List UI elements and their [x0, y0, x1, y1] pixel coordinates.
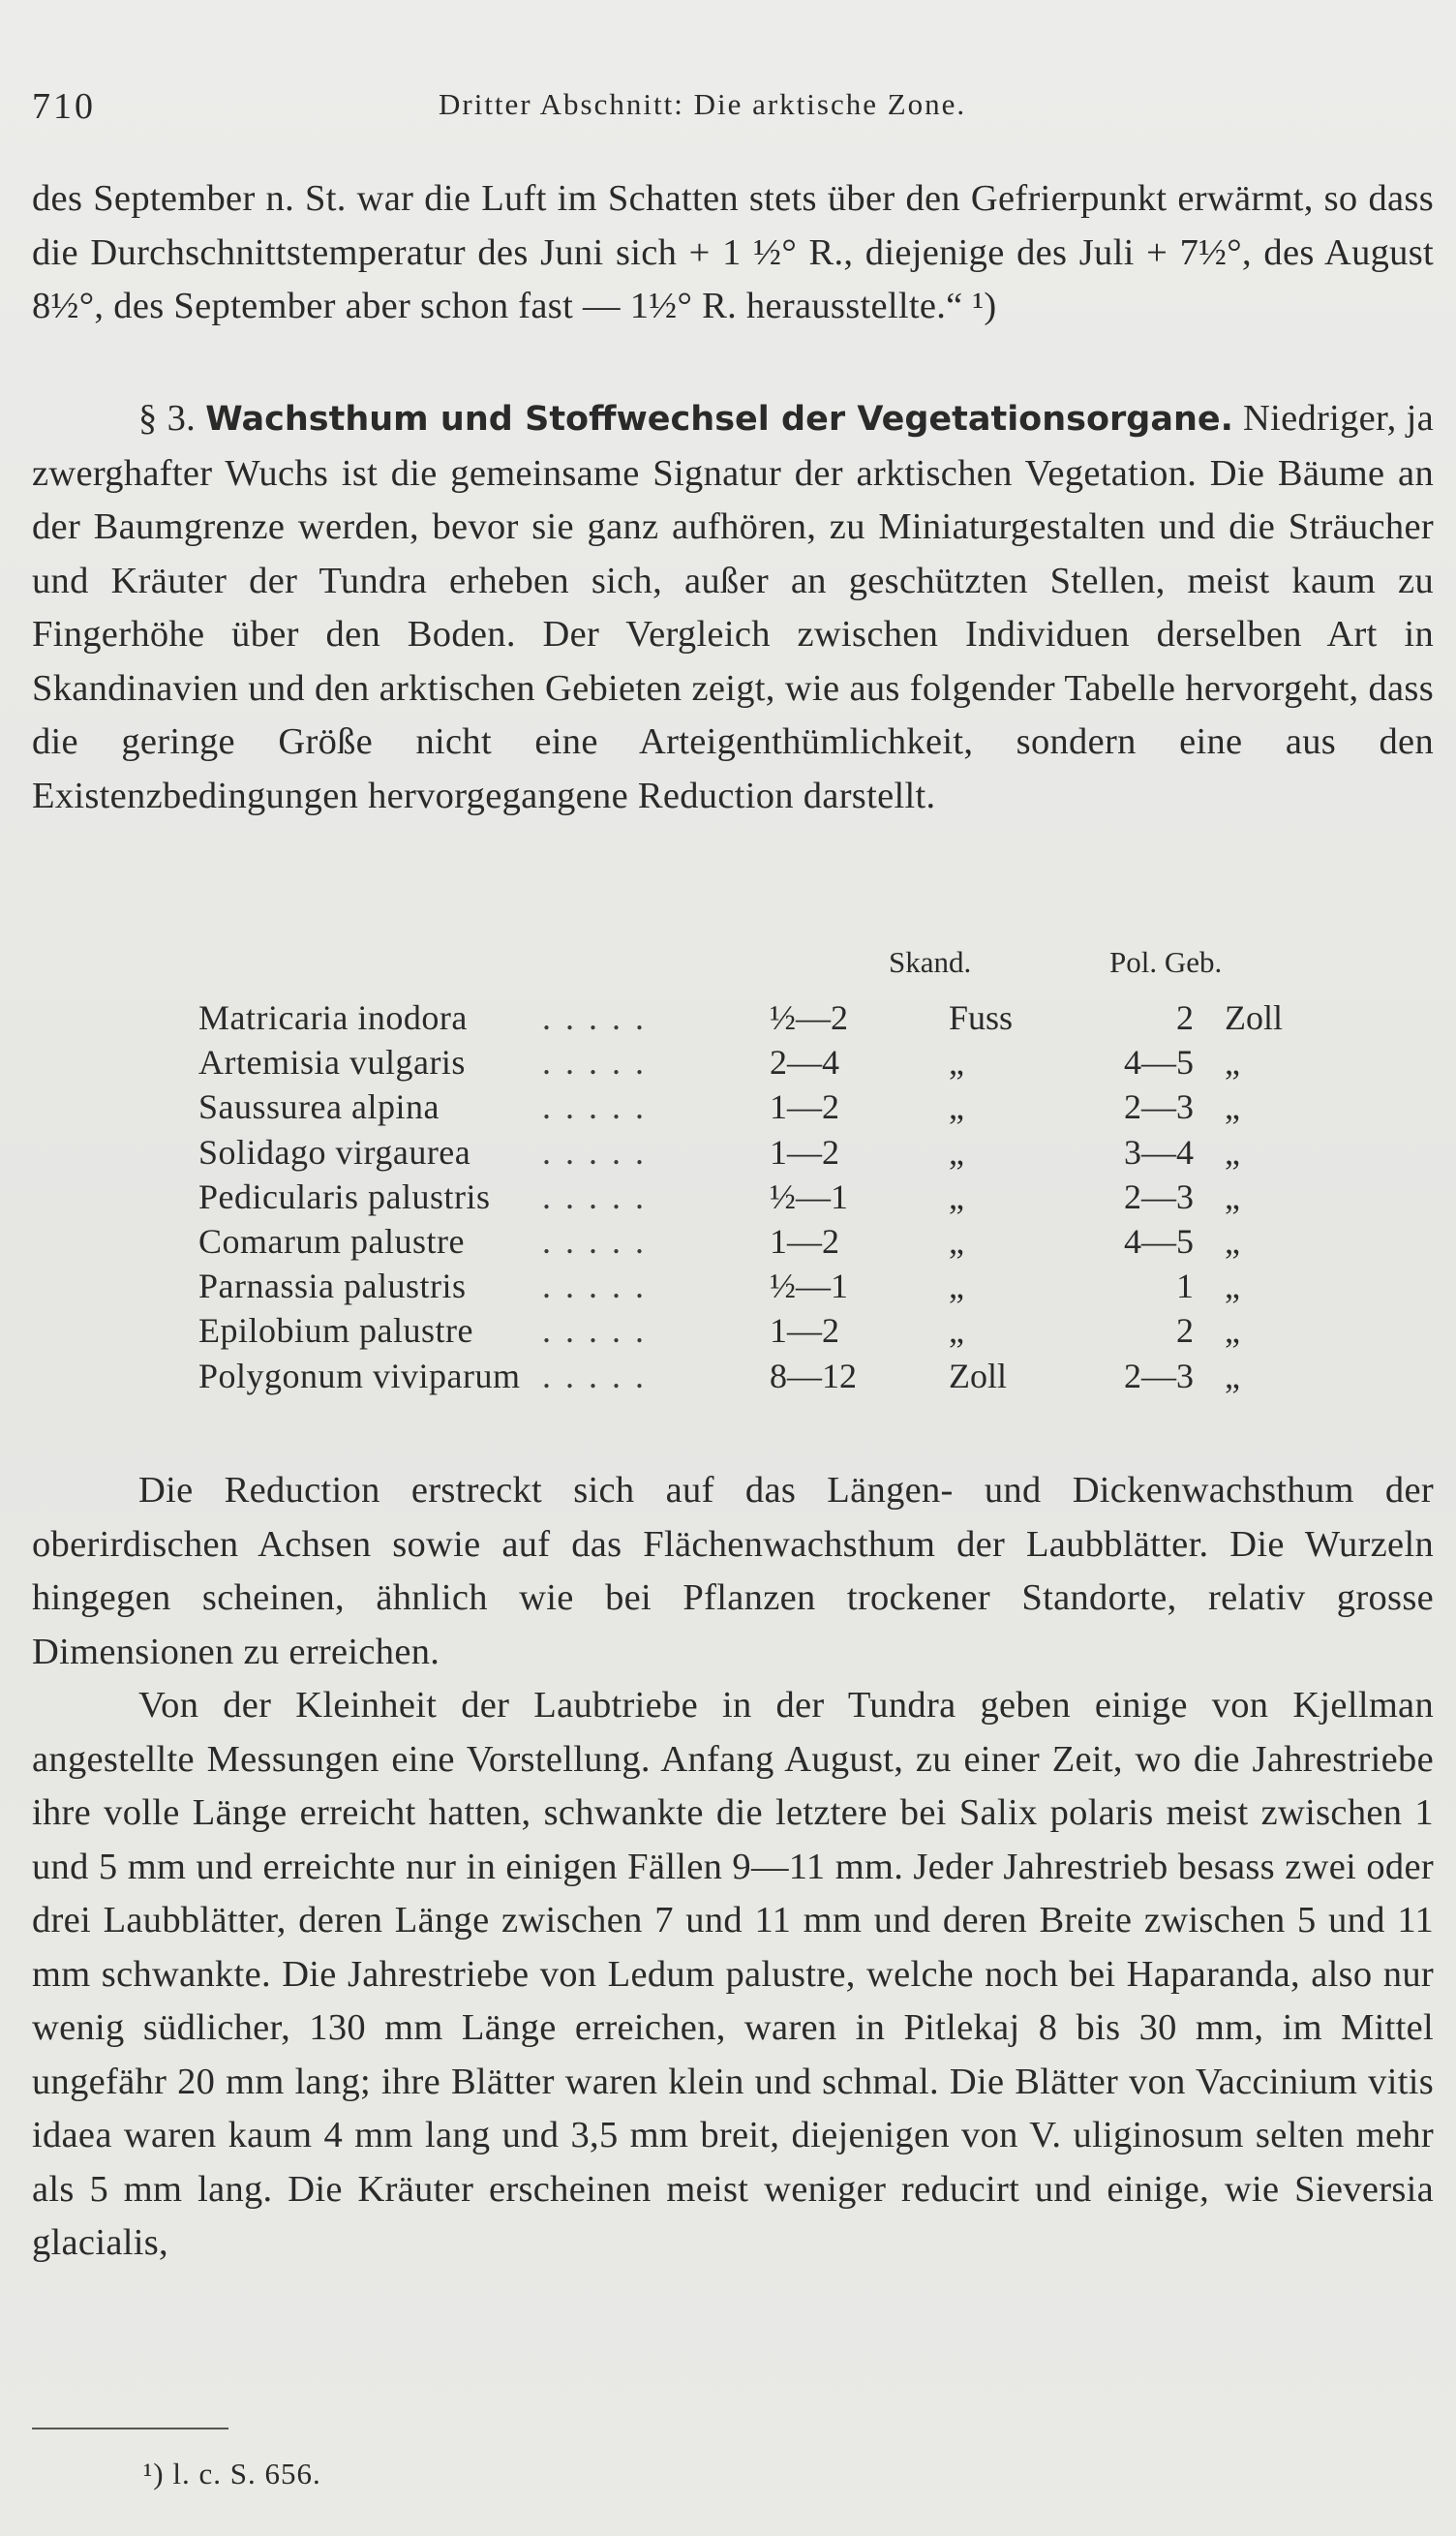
skand-value: 1—2 — [770, 1132, 839, 1172]
leader-dots: ..... — [542, 1132, 658, 1172]
section-text: Niedriger, ja zwerghafter Wuchs ist die gemeinsame Signatur der arktischen Vegetation. Die Bäume an der Baumgrenze werden, bevor sie ganz aufhören, zu Miniaturgestalten und die Sträucher und Kräuter der Tundra erheben sich, außer an geschützten Stellen, meist kaum zu Fingerhöhe über den Boden. Der Vergleich zwischen Individuen derselben Art in Skandinavien und den arktischen Gebieten zeigt, wie aus folgender Tabelle hervorgeht, dass die geringe Größe nicht eine Arteigenthümlichkeit, sondern eine aus den Existenzbedingungen hervorgegangene Reduction darstellt. — [32, 398, 1434, 816]
skand-unit: „ — [949, 1087, 964, 1127]
pol-value: 2 — [1176, 998, 1194, 1037]
section-number: § 3. — [138, 398, 197, 439]
skand-unit: „ — [949, 1132, 964, 1172]
pol-unit: „ — [1225, 1221, 1240, 1261]
pol-value: 4—5 — [1124, 1221, 1194, 1261]
table-header — [0, 945, 1456, 992]
pol-unit: „ — [1225, 1087, 1240, 1127]
table-row — [198, 1132, 1292, 1176]
paragraph: Von der Kleinheit der Laubtriebe in der Tundra geben einige von Kjellman angestellte Messungen eine Vorstellung. Anfang August, zu einer Zeit, wo die Jahrestriebe ihre volle Länge erreicht hatten, schwankte die letztere bei Salix polaris meist zwischen 1 und 5 mm und erreichte nur in einigen Fällen 9—11 mm. Jeder Jahrestrieb besass zwei oder drei Laubblätter, deren Länge zwischen 7 und 11 mm und deren Breite zwischen 5 und 11 mm schwankte. Die Jahrestriebe von Ledum palustre, welche noch bei Haparanda, also nur wenig südlicher, 130 mm Länge erreichen, waren in Pitlekaj 8 bis 30 mm, im Mittel ungefähr 20 mm lang; ihre Blätter waren klein und schmal. Die Blätter von Vaccinium vitis idaea waren kaum 4 mm lang und 3,5 mm breit, diejenigen von V. uliginosum selten mehr als 5 mm lang. Die Kräuter erscheinen meist weniger reducirt und einige, wie Sieversia glacialis, — [32, 1685, 1434, 2263]
table-row — [198, 1356, 1292, 1400]
section-heading: Wachsthum und Stoffwechsel der Vegetationsorgane. — [205, 400, 1233, 439]
skand-value: 1—2 — [770, 1087, 839, 1127]
leader-dots: ..... — [542, 1176, 658, 1216]
table-row — [198, 1042, 1292, 1086]
pol-value: 2 — [1176, 1311, 1194, 1351]
leader-dots: ..... — [542, 1356, 658, 1395]
leader-dots: ..... — [542, 1221, 658, 1261]
leader-dots: ..... — [542, 1311, 658, 1351]
pol-unit: Zoll — [1225, 998, 1283, 1037]
paragraph-continuation: des September n. St. war die Luft im Schatten stets über den Gefrierpunkt erwärmt, so dass die Durchschnittstemperatur des Juni sich + 1 ½° R., diejenige des Juli + 7½°, des August 8½°, des September aber schon fast — 1½° R. herausstellte.“ ¹) — [32, 178, 1434, 326]
skand-unit: „ — [949, 1267, 964, 1306]
skand-unit: Fuss — [949, 998, 1014, 1037]
leader-dots: ..... — [542, 1043, 658, 1083]
species-name: Saussurea alpina — [198, 1087, 440, 1127]
skand-value: 1—2 — [770, 1221, 839, 1261]
paragraph: Die Reduction erstreckt sich auf das Längen- und Dickenwachsthum der oberirdischen Achsen sowie auf das Flächenwachsthum der Laubblätter. Die Wurzeln hingegen scheinen, ähnlich wie bei Pflanzen trockener Standorte, relativ grosse Dimensionen zu erreichen. — [32, 1470, 1434, 1672]
pol-value: 2—3 — [1124, 1176, 1194, 1216]
skand-unit: „ — [949, 1311, 964, 1351]
pol-unit: „ — [1225, 1132, 1240, 1172]
pol-unit: „ — [1225, 1043, 1240, 1083]
page-number: 710 — [32, 86, 96, 127]
table-row — [198, 1221, 1292, 1266]
species-name: Polygonum viviparum — [198, 1356, 521, 1395]
skand-value: ½—2 — [770, 998, 848, 1037]
skand-value: 2—4 — [770, 1043, 839, 1083]
species-name: Pedicularis palustris — [198, 1176, 491, 1216]
table-row — [198, 1086, 1292, 1131]
skand-unit: „ — [949, 1176, 964, 1216]
species-name: Matricaria inodora — [198, 998, 468, 1037]
species-name: Epilobium palustre — [198, 1311, 473, 1351]
leader-dots: ..... — [542, 1087, 658, 1127]
table-row — [198, 1310, 1292, 1355]
page-header — [32, 85, 1424, 134]
pol-value: 2—3 — [1124, 1356, 1194, 1395]
footnote-rule — [32, 2428, 228, 2429]
species-name: Comarum palustre — [198, 1221, 465, 1261]
skand-value: 8—12 — [770, 1356, 857, 1395]
pol-unit: „ — [1225, 1356, 1240, 1395]
skand-value: ½—1 — [770, 1176, 848, 1216]
pol-value: 3—4 — [1124, 1132, 1194, 1172]
footnote: ¹) l. c. S. 656. — [143, 2457, 321, 2490]
skand-value: ½—1 — [770, 1267, 848, 1306]
column-header-pol: Pol. Geb. — [1109, 945, 1223, 979]
leader-dots: ..... — [542, 1267, 658, 1306]
table-row — [198, 1266, 1292, 1310]
text-block-after-table — [32, 1464, 1434, 2271]
species-name: Solidago virgaurea — [198, 1132, 471, 1172]
pol-unit: „ — [1225, 1311, 1240, 1351]
pol-value: 4—5 — [1124, 1043, 1194, 1083]
leader-dots: ..... — [542, 998, 658, 1037]
species-table — [198, 997, 1292, 1400]
column-header-skand: Skand. — [889, 945, 972, 979]
species-name: Parnassia palustris — [198, 1267, 467, 1306]
pol-unit: „ — [1225, 1176, 1240, 1216]
section-paragraph — [32, 392, 1434, 823]
table-row — [198, 997, 1292, 1042]
species-name: Artemisia vulgaris — [198, 1043, 466, 1083]
table-row — [198, 1176, 1292, 1221]
skand-unit: Zoll — [949, 1356, 1007, 1395]
pol-value: 2—3 — [1124, 1087, 1194, 1127]
pol-unit: „ — [1225, 1267, 1240, 1306]
skand-unit: „ — [949, 1043, 964, 1083]
pol-value: 1 — [1176, 1267, 1194, 1306]
skand-unit: „ — [949, 1221, 964, 1261]
running-title: Dritter Abschnitt: Die arktische Zone. — [439, 87, 967, 121]
skand-value: 1—2 — [770, 1311, 839, 1351]
